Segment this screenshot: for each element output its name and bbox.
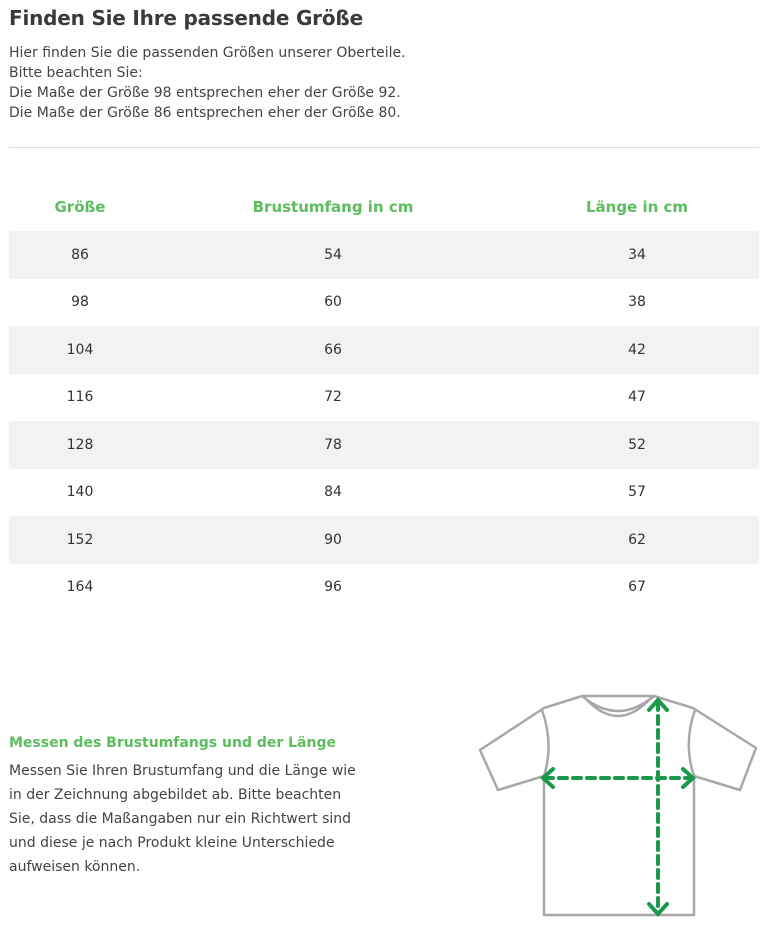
cell-chest: 78 [324,436,342,453]
table-row [9,421,759,469]
cell-size: 116 [66,389,94,406]
page-title: Finden Sie Ihre passende Größe [9,6,363,30]
table-row [9,516,759,564]
size-table [9,183,759,611]
cell-chest: 96 [324,579,342,596]
intro-line: Die Maße der Größe 86 entsprechen eher der Größe 80. [9,105,401,121]
tshirt-measurement-icon [475,688,760,920]
cell-length: 52 [628,436,646,453]
cell-length: 38 [628,294,646,311]
cell-chest: 84 [324,484,342,501]
cell-length: 42 [628,341,646,358]
intro-line: Hier finden Sie die passenden Größen unserer Oberteile. [9,45,406,61]
cell-size: 104 [66,341,94,358]
header-chest: Brustumfang in cm [252,198,414,216]
table-row [9,564,759,612]
intro-line: Die Maße der Größe 98 entsprechen eher der Größe 92. [9,85,401,101]
cell-size: 152 [66,531,94,548]
cell-size: 128 [66,436,94,453]
intro-line: Bitte beachten Sie: [9,65,143,81]
table-row [9,231,759,279]
cell-length: 34 [628,246,646,263]
cell-length: 57 [628,484,646,501]
cell-chest: 90 [324,531,342,548]
measure-heading: Messen des Brustumfangs und der Länge [9,735,336,751]
cell-chest: 72 [324,389,342,406]
size-table-header [9,183,759,231]
cell-chest: 60 [324,294,342,311]
cell-size: 140 [66,484,94,501]
cell-length: 62 [628,531,646,548]
divider [9,147,759,148]
measure-text: Messen Sie Ihren Brustumfang und die Länge wie in der Zeichnung abgebildet ab. Bitte beachten Sie, dass die Maßangaben nur ein Richtwert sind und diese je nach Produkt kleine Unterschiede aufweisen können. [9,763,356,875]
cell-chest: 66 [324,341,342,358]
cell-length: 47 [628,389,646,406]
tshirt-outline [480,696,756,915]
cell-length: 67 [628,579,646,596]
table-row [9,326,759,374]
table-row [9,279,759,327]
table-row [9,469,759,517]
header-size: Größe [54,198,106,216]
table-row [9,374,759,422]
cell-size: 98 [71,294,89,311]
intro-text [9,43,406,123]
cell-chest: 54 [324,246,342,263]
cell-size: 164 [66,579,94,596]
cell-size: 86 [71,246,89,263]
header-length: Länge in cm [585,198,689,216]
